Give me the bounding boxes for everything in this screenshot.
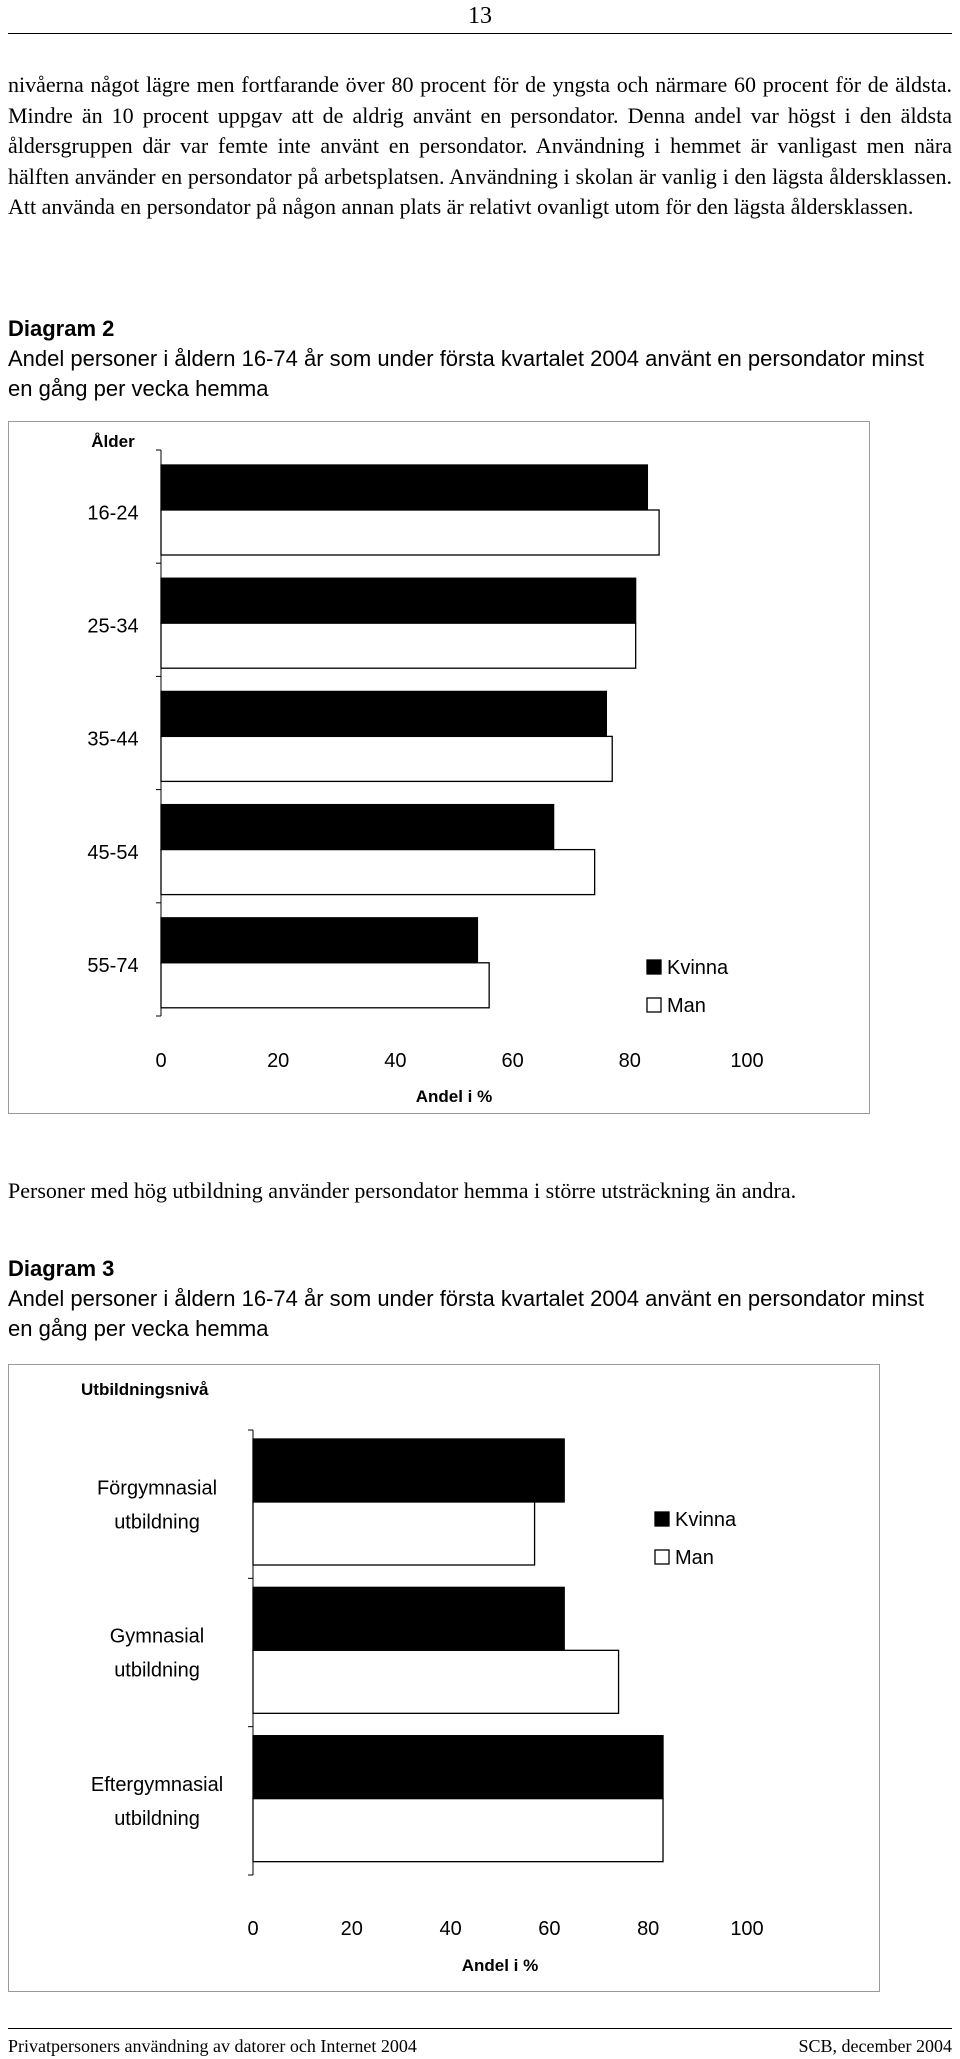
diagram2-title: Andel personer i åldern 16-74 år som under första kvartalet 2004 använt en persondator minst en gång per vecka hemma	[8, 346, 924, 401]
diagram3-legend-swatch-kvinna	[655, 1512, 669, 1526]
diagram3-chart	[8, 1364, 880, 1992]
body-paragraph-2: Personer med hög utbildning använder persondator hemma i större utsträckning än andra.	[8, 1178, 797, 1203]
diagram2-x-tick-label: 100	[730, 1050, 764, 1072]
diagram3-title: Andel personer i åldern 16-74 år som under första kvartalet 2004 använt en persondator minst en gång per vecka hemma	[8, 1286, 924, 1341]
diagram3-category-label: Gymnasial	[109, 1625, 205, 1648]
diagram2-x-tick-label: 20	[267, 1050, 290, 1072]
diagram2-legend-label-kvinna: Kvinna	[667, 957, 729, 979]
diagram2-y-axis-title: Ålder	[91, 432, 135, 451]
diagram3-bar-kvinna-2	[253, 1736, 663, 1799]
diagram2-category-label: 55-74	[87, 955, 139, 978]
diagram3-legend-swatch-man	[655, 1550, 669, 1564]
diagram3-x-tick-label: 0	[247, 1918, 259, 1940]
diagram3-x-tick-label: 100	[730, 1918, 764, 1940]
diagram2-legend-label-man: Man	[667, 995, 706, 1017]
diagram2-legend-swatch-kvinna	[647, 960, 661, 974]
diagram3-bar-man-0	[253, 1502, 535, 1565]
diagram3-legend-label-kvinna: Kvinna	[675, 1509, 737, 1531]
diagram3-y-axis-title: Utbildningsnivå	[81, 1380, 209, 1399]
diagram2-bar-man-1	[161, 623, 636, 668]
diagram3-label: Diagram 3	[8, 1256, 115, 1281]
diagram2-category-label: 16-24	[87, 502, 139, 525]
diagram3-bar-man-2	[253, 1799, 663, 1862]
diagram3-category-label: Förgymnasial	[96, 1477, 218, 1500]
diagram3-bar-man-1	[253, 1650, 619, 1713]
diagram2-bar-kvinna-2	[161, 691, 606, 736]
diagram2-bar-man-4	[161, 963, 489, 1008]
body-paragraph-1: nivåerna något lägre men fortfarande över 80 procent för de yngsta och närmare 60 procent för de äldsta. Mindre än 10 procent uppgav att de aldrig använt en persondator. Denna andel var högst i den äldsta åldersgruppen där var femte inte använt en persondator. Användning i hemmet är vanligast men nära hälften använder en persondator på arbetsplatsen. Användning i skolan är vanlig i den lägsta åldersklassen. Att använda en persondator på någon annan plats är relativt ovanligt utom för den lägsta åldersklassen.	[8, 72, 952, 219]
diagram2-bar-man-3	[161, 850, 595, 895]
diagram2-bar-kvinna-1	[161, 578, 636, 623]
page-number: 13	[468, 3, 492, 29]
diagram3-bar-kvinna-0	[253, 1439, 564, 1502]
diagram2-caption	[8, 314, 952, 404]
diagram3-legend-label-man: Man	[675, 1547, 714, 1569]
diagram2-label: Diagram 2	[8, 316, 115, 341]
diagram3-category-label: utbildning	[114, 1511, 200, 1534]
diagram3-category-label: utbildning	[114, 1659, 200, 1682]
diagram2-chart	[8, 421, 870, 1114]
diagram2-category-label: 45-54	[87, 841, 139, 864]
diagram3-x-axis-title: Andel i %	[461, 1956, 539, 1975]
diagram2-bar-kvinna-0	[161, 465, 647, 510]
diagram3-category-label: utbildning	[114, 1808, 200, 1831]
diagram2-bar-man-2	[161, 736, 612, 781]
diagram3-category-label: Eftergymnasial	[90, 1774, 224, 1797]
diagram2-x-tick-label: 60	[501, 1050, 524, 1072]
diagram2-x-tick-label: 0	[155, 1050, 167, 1072]
diagram2-bar-kvinna-3	[161, 805, 554, 850]
footer-publisher-date: SCB, december 2004	[798, 2036, 952, 2056]
diagram2-svg	[9, 422, 869, 1113]
footer-publication-title: Privatpersoners användning av datorer och Internet 2004	[8, 2036, 417, 2056]
diagram2-bar-man-0	[161, 510, 659, 555]
diagram3-bar-kvinna-1	[253, 1587, 564, 1650]
diagram3-caption	[8, 1254, 952, 1344]
diagram2-category-label: 25-34	[87, 615, 139, 638]
diagram3-svg	[9, 1365, 879, 1991]
diagram2-x-tick-label: 40	[384, 1050, 407, 1072]
diagram2-x-axis-title: Andel i %	[415, 1087, 493, 1106]
diagram3-x-tick-label: 60	[538, 1918, 561, 1940]
diagram2-x-tick-label: 80	[618, 1050, 641, 1072]
diagram3-x-tick-label: 20	[340, 1918, 363, 1940]
diagram2-legend-swatch-man	[647, 998, 661, 1012]
diagram3-x-tick-label: 40	[439, 1918, 462, 1940]
footer-rule	[8, 2028, 952, 2029]
header-rule	[8, 33, 952, 34]
diagram2-category-label: 35-44	[87, 728, 139, 751]
diagram2-bar-kvinna-4	[161, 918, 477, 963]
diagram3-x-tick-label: 80	[637, 1918, 660, 1940]
